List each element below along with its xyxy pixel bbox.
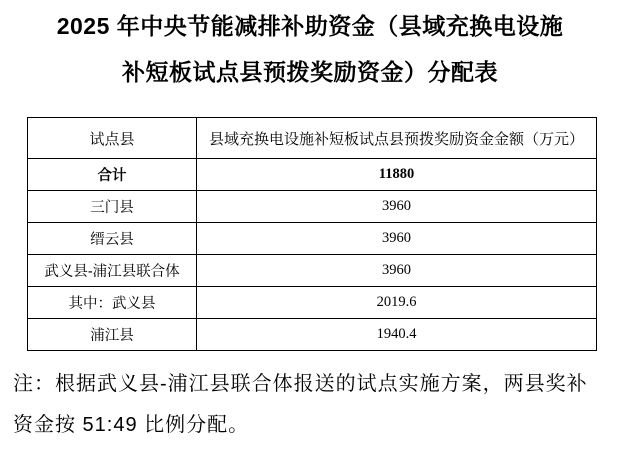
amount-cell: 3960 [197,191,597,223]
table-row [28,319,597,351]
table-row [28,191,597,223]
table-row-total [28,159,597,191]
document-title-line2: 补短板试点县预拨奖励资金）分配表 [122,59,498,85]
amount-cell: 11880 [197,159,597,191]
footnote-line1: 注：根据武义县-浦江县联合体报送的试点实施方案，两县奖补 [13,373,588,395]
footnote [13,364,610,446]
amount-cell: 2019.6 [197,287,597,319]
county-column-header: 试点县 [28,118,197,159]
county-cell: 三门县 [28,191,197,223]
table-row [28,223,597,255]
amount-cell: 1940.4 [197,319,597,351]
amount-column-header: 县域充换电设施补短板试点县预拨奖励资金金额（万元） [197,118,597,159]
county-cell: 合计 [28,159,197,191]
county-cell: 缙云县 [28,223,197,255]
county-cell: 其中：武义县 [28,287,197,319]
footnote-line2: 资金按 51:49 比例分配。 [13,414,250,436]
amount-cell: 3960 [197,223,597,255]
document-title [0,0,620,95]
table-row [28,287,597,319]
amount-cell: 3960 [197,255,597,287]
table-header-row [28,118,597,159]
table-row [28,255,597,287]
allocation-table [27,117,597,351]
county-cell: 浦江县 [28,319,197,351]
county-cell: 武义县-浦江县联合体 [28,255,197,287]
document-title-line1: 2025 年中央节能减排补助资金（县域充换电设施 [56,13,564,39]
